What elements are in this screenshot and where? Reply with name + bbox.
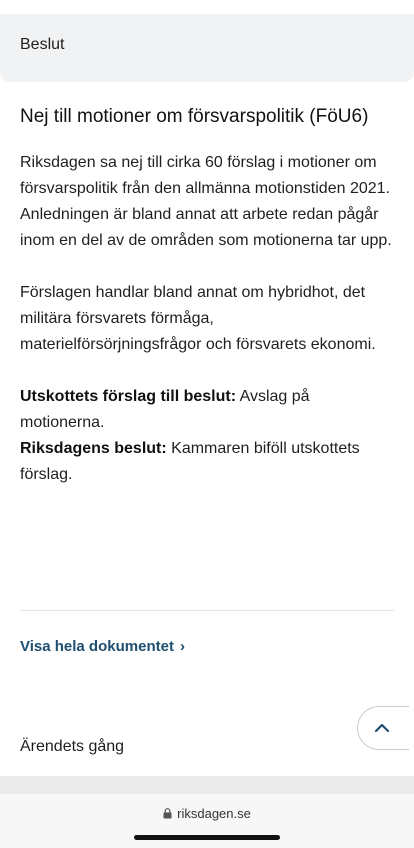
summary-paragraph: Riksdagen sa nej till cirka 60 förslag i motioner om försvarspolitik från den allmänna motionstiden 2021. Anledningen är bland annat att arbete redan pågår inom en del av de områden som motionerna tar upp.: [20, 154, 392, 249]
view-full-document-label: Visa hela dokumentet: [20, 638, 174, 655]
committee-proposal-label: Utskottets förslag till beslut:: [20, 388, 237, 405]
browser-toolbar-strip: [0, 776, 414, 794]
lock-icon: [163, 808, 172, 819]
decision-summary: [20, 384, 394, 488]
chevron-up-icon: [374, 723, 390, 733]
case-progress-title: Ärendets gång: [20, 738, 125, 755]
decision-title: Nej till motioner om försvarspolitik (FöU6): [20, 106, 369, 127]
home-indicator[interactable]: [134, 835, 280, 840]
riksdag-decision-label: Riksdagens beslut:: [20, 440, 167, 457]
divider: [20, 610, 394, 611]
top-strip: [0, 0, 414, 14]
chevron-right-icon: ›: [179, 638, 185, 655]
committee-proposal-value: Avslag på motionerna.: [20, 388, 310, 431]
decision-content: [20, 104, 394, 514]
section-header-title: Beslut: [20, 36, 65, 53]
scroll-to-top-button[interactable]: [357, 706, 409, 750]
riksdag-decision-value: Kammaren biföll utskottets förslag.: [20, 440, 360, 483]
view-full-document-link[interactable]: [20, 638, 185, 655]
details-paragraph: Förslagen handlar bland annat om hybridhot, det militära försvarets förmåga, materielförsörjningsfrågor och försvarets ekonomi.: [20, 284, 376, 353]
url-text: riksdagen.se: [177, 806, 251, 821]
section-header: [0, 14, 414, 82]
browser-url-bar[interactable]: [0, 806, 414, 821]
